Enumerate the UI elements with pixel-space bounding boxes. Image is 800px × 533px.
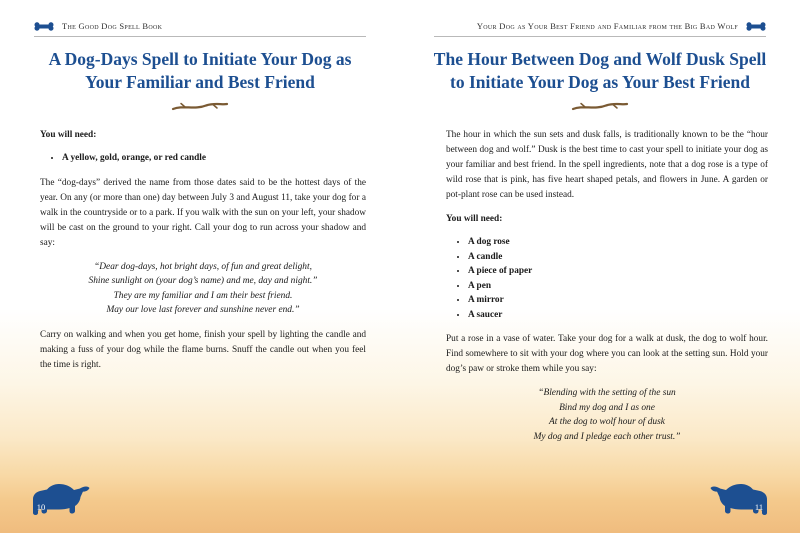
right-page-number: 11 xyxy=(754,502,764,512)
right-page xyxy=(400,0,800,533)
bone-icon xyxy=(34,22,54,31)
left-head-rule xyxy=(34,36,366,37)
right-paragraph-1: Put a rose in a vase of water. Take your dog for a walk at dusk, the dog to wolf hour. Find somewhere to sit with your dog where you can look at the setting sun. Hold your dog’s paw or stroke them while you say: xyxy=(446,334,768,375)
list-item: • A mirror xyxy=(468,294,768,307)
right-needs-list xyxy=(446,236,768,322)
right-needs-label: You will need: xyxy=(446,214,503,225)
left-page-title: A Dog-Days Spell to Initiate Your Dog as Your Familiar and Best Friend xyxy=(48,49,352,93)
right-running-head xyxy=(434,18,766,34)
verse-line: They are my familiar and I am their best friend. xyxy=(113,290,293,301)
verse-line: At the dog to wolf hour of dusk xyxy=(549,417,665,428)
right-verse xyxy=(446,386,768,444)
left-page-number: 10 xyxy=(36,502,46,512)
list-item: • A dog rose xyxy=(468,236,768,249)
verse-line: Shine sunlight on (your dog’s name) and me, day and night.” xyxy=(88,276,318,287)
left-verse xyxy=(40,260,366,318)
verse-line: “Blending with the setting of the sun xyxy=(538,388,676,399)
list-item: • A saucer xyxy=(468,309,768,322)
list-item: • A piece of paper xyxy=(468,265,768,278)
bone-icon xyxy=(746,22,766,31)
verse-line: May our love last forever and sunshine never end.” xyxy=(106,305,300,316)
left-running-head-text: The Good Dog Spell Book xyxy=(62,21,163,31)
right-page-body xyxy=(446,128,768,455)
verse-line: “Dear dog-days, hot bright days, of fun and great delight, xyxy=(94,261,312,272)
right-head-rule xyxy=(434,36,766,37)
left-page-body xyxy=(40,128,366,382)
left-needs-label: You will need: xyxy=(40,130,97,140)
list-item: • A pen xyxy=(468,280,768,293)
verse-line: Bind my dog and I as one xyxy=(559,402,655,413)
list-item: • A candle xyxy=(468,251,768,264)
left-running-head xyxy=(34,18,366,34)
twig-divider-icon xyxy=(170,100,230,112)
left-paragraph-1: The “dog-days” derived the name from those dates said to be the hottest days of the year. On any (or more than one) day between July 3 and August 11, take your dog for a walk in the countryside or to a park. If you walk with the sun on your left, your shadow will be cast on the ground to your right. Call your dog to run across your shadow and say: xyxy=(40,177,366,248)
twig-divider-icon xyxy=(570,100,630,112)
right-intro-paragraph: The hour in which the sun sets and dusk falls, is traditionally known to be the “hour between dog and wolf.” Dusk is the best time to cast your spell to initiate your dog as your familiar and best friend. In the spell ingredients, note that a dog rose is a type of wild rose that is pink, has five heart shaped petals, and flowers in June. A garden or pot-plant rose can be used instead. xyxy=(446,130,768,201)
list-item: • A yellow, gold, orange, or red candle xyxy=(62,152,366,165)
right-running-head-text: Your Dog as Your Best Friend and Familiar from the Big Bad Wolf xyxy=(476,21,738,31)
left-closing-paragraph: Carry on walking and when you get home, finish your spell by lighting the candle and making a fuss of your dog while the flame burns. Snuff the candle out when you feel the time is right. xyxy=(40,330,366,371)
left-needs-list xyxy=(40,152,366,165)
right-page-title: The Hour Between Dog and Wolf Dusk Spell to Initiate Your Dog as Your Best Friend xyxy=(433,49,767,93)
verse-line: My dog and I pledge each other trust.” xyxy=(533,431,681,442)
